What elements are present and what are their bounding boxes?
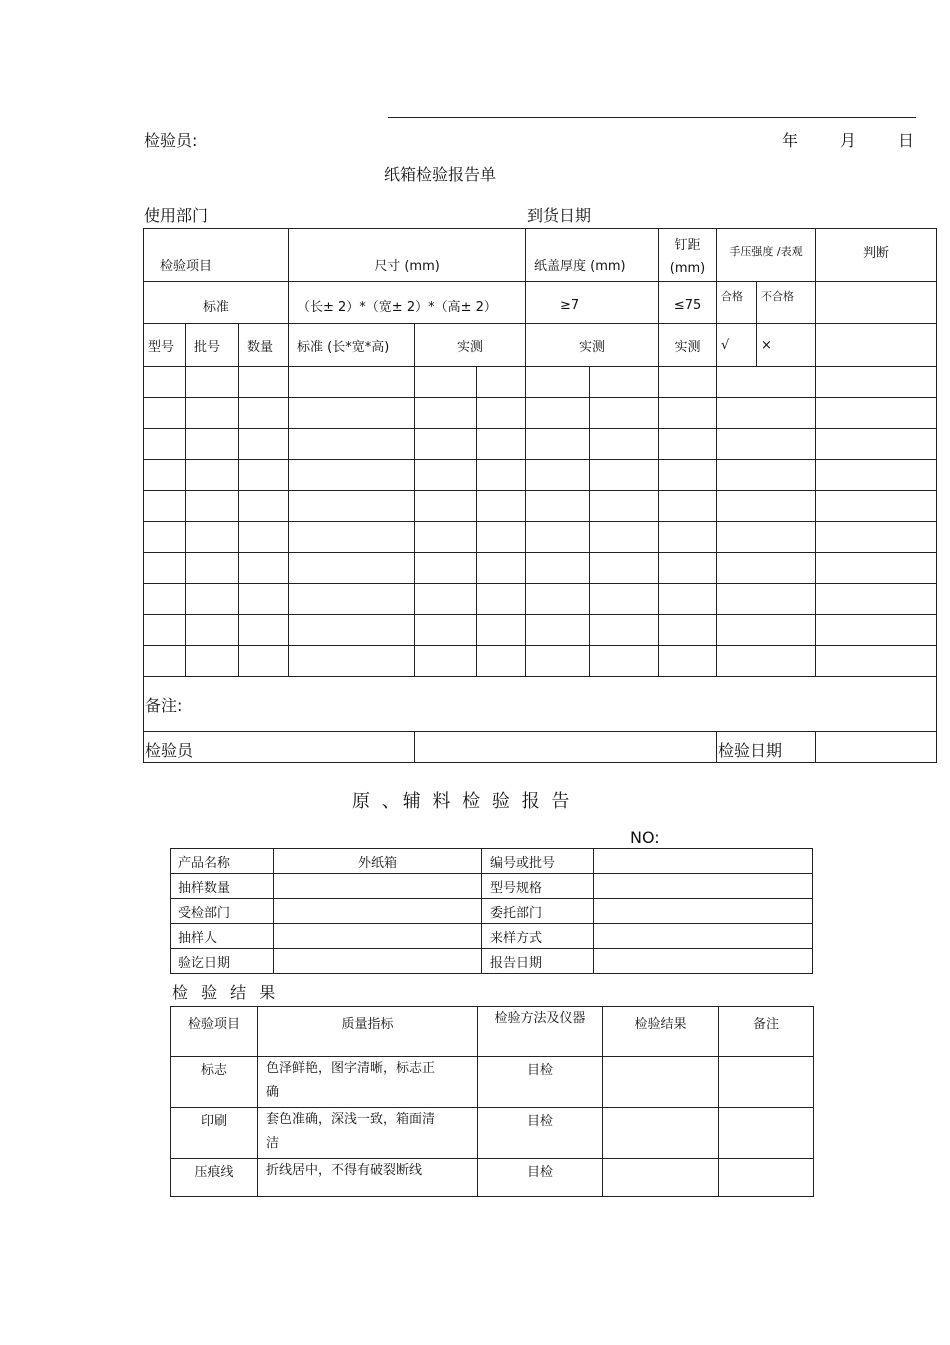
results-item: 印刷 <box>171 1108 258 1159</box>
carton-data-cell[interactable] <box>526 553 590 584</box>
info-label: 编号或批号 <box>482 849 594 874</box>
carton-data-cell[interactable] <box>186 398 239 429</box>
carton-data-cell[interactable] <box>526 398 590 429</box>
info-row <box>171 899 813 924</box>
footer-date-value[interactable] <box>816 732 937 763</box>
carton-data-cell[interactable] <box>144 491 186 522</box>
carton-data-cell[interactable] <box>144 646 186 677</box>
info-value[interactable] <box>274 949 482 974</box>
arrival-date-label: 到货日期 <box>527 206 592 225</box>
results-remark[interactable] <box>719 1057 814 1108</box>
carton-data-cell[interactable] <box>659 646 717 677</box>
results-header-remark: 备注 <box>719 1007 814 1057</box>
results-result[interactable] <box>603 1057 719 1108</box>
carton-data-row <box>144 460 937 491</box>
carton-data-cell[interactable] <box>144 429 186 460</box>
carton-data-cell[interactable] <box>477 398 526 429</box>
carton-data-cell[interactable] <box>816 460 937 491</box>
carton-data-cell[interactable] <box>659 615 717 646</box>
footer-inspector-label: 检验员 <box>144 732 415 763</box>
results-standard: 色泽鲜艳，图字清晰，标志正确 <box>258 1057 478 1108</box>
carton-data-cell[interactable] <box>186 553 239 584</box>
nail-top-text: 钉距 <box>674 238 701 253</box>
carton-data-cell[interactable] <box>289 429 415 460</box>
carton-data-cell[interactable] <box>415 460 477 491</box>
carton-data-cell[interactable] <box>526 522 590 553</box>
carton-data-cell[interactable] <box>415 646 477 677</box>
carton-data-cell[interactable] <box>477 491 526 522</box>
carton-data-cell[interactable] <box>477 460 526 491</box>
dept-label: 使用部门 <box>144 206 209 225</box>
carton-data-cell[interactable] <box>415 615 477 646</box>
carton-data-cell[interactable] <box>239 429 289 460</box>
carton-data-cell[interactable] <box>289 522 415 553</box>
results-method: 目检 <box>478 1159 603 1197</box>
col-strength-header: 手压强度 /表观 <box>717 229 816 282</box>
results-item: 压痕线 <box>171 1159 258 1197</box>
carton-data-cell[interactable] <box>186 460 239 491</box>
carton-data-cell[interactable] <box>717 646 816 677</box>
carton-data-cell[interactable] <box>144 398 186 429</box>
carton-data-cell[interactable] <box>717 491 816 522</box>
carton-data-cell[interactable] <box>816 398 937 429</box>
std-thickness: ≥7 <box>526 282 659 324</box>
info-label: 报告日期 <box>482 949 594 974</box>
std-dims-header: 标准 (长*宽*高) <box>289 324 415 367</box>
results-result[interactable] <box>603 1108 719 1159</box>
carton-data-cell[interactable] <box>526 460 590 491</box>
carton-data-cell[interactable] <box>477 584 526 615</box>
carton-data-cell[interactable] <box>526 646 590 677</box>
results-table <box>170 1006 814 1197</box>
carton-data-cell[interactable] <box>289 398 415 429</box>
results-remark[interactable] <box>719 1108 814 1159</box>
footer-date-label: 检验日期 <box>717 732 816 763</box>
carton-data-row <box>144 429 937 460</box>
carton-data-cell[interactable] <box>526 491 590 522</box>
carton-data-cell[interactable] <box>186 584 239 615</box>
std-nail: ≤75 <box>659 282 717 324</box>
carton-data-cell[interactable] <box>590 522 659 553</box>
carton-data-cell[interactable] <box>186 367 239 398</box>
carton-data-cell[interactable] <box>590 615 659 646</box>
results-method: 目检 <box>478 1057 603 1108</box>
carton-data-cell[interactable] <box>659 367 717 398</box>
results-title: 检 验 结 果 <box>172 983 280 1002</box>
results-header-item: 检验项目 <box>171 1007 258 1057</box>
carton-data-row <box>144 522 937 553</box>
carton-inspection-table <box>143 228 937 763</box>
carton-data-row <box>144 584 937 615</box>
info-value[interactable] <box>594 924 813 949</box>
info-row <box>171 874 813 899</box>
carton-data-cell[interactable] <box>659 522 717 553</box>
carton-data-cell[interactable] <box>144 367 186 398</box>
carton-data-cell[interactable] <box>717 584 816 615</box>
fail-label: 不合格 <box>757 282 816 324</box>
carton-data-cell[interactable] <box>659 584 717 615</box>
std-size: （长± 2）*（宽± 2）*（高± 2） <box>289 282 526 324</box>
info-value[interactable] <box>274 924 482 949</box>
carton-data-cell[interactable] <box>415 491 477 522</box>
carton-data-cell[interactable] <box>717 367 816 398</box>
carton-data-cell[interactable] <box>239 522 289 553</box>
carton-data-cell[interactable] <box>526 367 590 398</box>
material-report-title: 原 、辅 料 检 验 报 告 <box>352 791 573 812</box>
carton-data-row <box>144 367 937 398</box>
carton-data-row <box>144 646 937 677</box>
inspector-label: 检验员: <box>144 131 198 150</box>
batch-header: 批号 <box>186 324 239 367</box>
carton-data-cell[interactable] <box>239 615 289 646</box>
carton-data-cell[interactable] <box>526 584 590 615</box>
carton-data-row <box>144 491 937 522</box>
results-row <box>171 1057 814 1108</box>
info-value[interactable] <box>594 874 813 899</box>
nail-unit-text: (mm) <box>669 261 706 276</box>
carton-data-cell[interactable] <box>186 491 239 522</box>
results-standard: 套色准确，深浅一致，箱面清洁 <box>258 1108 478 1159</box>
carton-data-cell[interactable] <box>590 429 659 460</box>
carton-data-row <box>144 615 937 646</box>
carton-data-cell[interactable] <box>289 646 415 677</box>
results-standard: 折线居中，不得有破裂断线 <box>258 1159 478 1197</box>
info-value[interactable] <box>274 874 482 899</box>
judge-header-cell <box>816 324 937 367</box>
carton-data-cell[interactable] <box>717 398 816 429</box>
results-method: 目检 <box>478 1108 603 1159</box>
measured-nail-header: 实测 <box>659 324 717 367</box>
col-size-header: 尺寸 (mm) <box>289 229 526 282</box>
carton-data-cell[interactable] <box>289 553 415 584</box>
carton-data-cell[interactable] <box>239 584 289 615</box>
carton-data-cell[interactable] <box>477 615 526 646</box>
info-label: 验讫日期 <box>171 949 274 974</box>
carton-data-cell[interactable] <box>816 584 937 615</box>
cross-mark: × <box>757 324 816 367</box>
carton-data-cell[interactable] <box>590 646 659 677</box>
carton-data-cell[interactable] <box>415 398 477 429</box>
carton-data-cell[interactable] <box>526 429 590 460</box>
info-label: 产品名称 <box>171 849 274 874</box>
carton-data-cell[interactable] <box>415 553 477 584</box>
carton-data-cell[interactable] <box>659 491 717 522</box>
carton-data-cell[interactable] <box>590 584 659 615</box>
carton-data-cell[interactable] <box>816 429 937 460</box>
carton-data-cell[interactable] <box>239 460 289 491</box>
footer-inspector-value[interactable] <box>415 732 717 763</box>
month-label: 月 <box>840 131 857 150</box>
info-value[interactable] <box>594 899 813 924</box>
carton-data-cell[interactable] <box>144 460 186 491</box>
carton-data-cell[interactable] <box>477 429 526 460</box>
info-label: 型号规格 <box>482 874 594 899</box>
carton-data-cell[interactable] <box>415 522 477 553</box>
carton-data-cell[interactable] <box>239 398 289 429</box>
remarks-label: 备注: <box>144 677 937 732</box>
carton-data-cell[interactable] <box>816 367 937 398</box>
carton-data-cell[interactable] <box>717 429 816 460</box>
info-value[interactable] <box>274 899 482 924</box>
carton-data-cell[interactable] <box>717 522 816 553</box>
pass-label: 合格 <box>717 282 757 324</box>
results-row <box>171 1108 814 1159</box>
carton-data-cell[interactable] <box>415 584 477 615</box>
carton-data-cell[interactable] <box>590 460 659 491</box>
carton-data-cell[interactable] <box>659 553 717 584</box>
results-header-result: 检验结果 <box>603 1007 719 1057</box>
carton-data-cell[interactable] <box>590 398 659 429</box>
carton-data-cell[interactable] <box>659 398 717 429</box>
results-result[interactable] <box>603 1159 719 1197</box>
carton-data-cell[interactable] <box>526 615 590 646</box>
col-judge-header: 判断 <box>816 229 937 282</box>
signature-line <box>388 117 916 118</box>
check-mark: √ <box>717 324 757 367</box>
carton-data-cell[interactable] <box>239 553 289 584</box>
carton-data-cell[interactable] <box>477 522 526 553</box>
results-header-method: 检验方法及仪器 <box>478 1007 603 1057</box>
qty-header: 数量 <box>239 324 289 367</box>
info-row <box>171 849 813 874</box>
carton-data-cell[interactable] <box>415 367 477 398</box>
carton-data-cell[interactable] <box>717 615 816 646</box>
carton-data-row <box>144 398 937 429</box>
carton-data-cell[interactable] <box>477 646 526 677</box>
judge-std-cell <box>816 282 937 324</box>
carton-data-cell[interactable] <box>289 491 415 522</box>
carton-data-cell[interactable] <box>186 429 239 460</box>
carton-data-cell[interactable] <box>415 429 477 460</box>
carton-data-cell[interactable] <box>659 429 717 460</box>
carton-data-cell[interactable] <box>816 615 937 646</box>
carton-report-title: 纸箱检验报告单 <box>384 165 497 184</box>
carton-data-row <box>144 553 937 584</box>
info-value[interactable]: 外纸箱 <box>274 849 482 874</box>
col-nail-header <box>659 229 717 282</box>
info-label: 受检部门 <box>171 899 274 924</box>
info-label: 来样方式 <box>482 924 594 949</box>
col-item-header: 检验项目 <box>144 229 289 282</box>
measured-size-header: 实测 <box>415 324 526 367</box>
carton-data-cell[interactable] <box>186 646 239 677</box>
carton-data-cell[interactable] <box>186 522 239 553</box>
results-header-standard: 质量指标 <box>258 1007 478 1057</box>
carton-data-cell[interactable] <box>239 367 289 398</box>
carton-data-cell[interactable] <box>239 491 289 522</box>
carton-data-cell[interactable] <box>289 584 415 615</box>
carton-data-cell[interactable] <box>590 491 659 522</box>
no-label: NO: <box>630 828 660 847</box>
carton-data-cell[interactable] <box>289 460 415 491</box>
carton-data-cell[interactable] <box>144 522 186 553</box>
results-row <box>171 1159 814 1197</box>
measured-thickness-header: 实测 <box>526 324 659 367</box>
carton-data-cell[interactable] <box>144 553 186 584</box>
info-label: 抽样人 <box>171 924 274 949</box>
info-label: 抽样数量 <box>171 874 274 899</box>
info-row <box>171 924 813 949</box>
carton-data-cell[interactable] <box>590 553 659 584</box>
carton-data-cell[interactable] <box>289 615 415 646</box>
results-item: 标志 <box>171 1057 258 1108</box>
carton-data-cell[interactable] <box>717 460 816 491</box>
carton-data-cell[interactable] <box>717 553 816 584</box>
model-header: 型号 <box>144 324 186 367</box>
carton-data-cell[interactable] <box>186 615 239 646</box>
carton-data-cell[interactable] <box>144 615 186 646</box>
day-label: 日 <box>898 131 915 150</box>
info-row <box>171 949 813 974</box>
material-info-table <box>170 848 813 974</box>
info-value[interactable] <box>594 949 813 974</box>
std-label: 标准 <box>144 282 289 324</box>
carton-data-cell[interactable] <box>239 646 289 677</box>
col-thickness-header: 纸盖厚度 (mm) <box>526 229 659 282</box>
carton-data-cell[interactable] <box>816 646 937 677</box>
carton-data-cell[interactable] <box>144 584 186 615</box>
carton-data-cell[interactable] <box>590 367 659 398</box>
carton-data-cell[interactable] <box>477 367 526 398</box>
carton-data-cell[interactable] <box>816 553 937 584</box>
info-label: 委托部门 <box>482 899 594 924</box>
carton-data-cell[interactable] <box>816 522 937 553</box>
carton-data-cell[interactable] <box>659 460 717 491</box>
info-value[interactable] <box>594 849 813 874</box>
carton-data-cell[interactable] <box>816 491 937 522</box>
carton-data-cell[interactable] <box>289 367 415 398</box>
year-label: 年 <box>782 131 799 150</box>
carton-data-cell[interactable] <box>477 553 526 584</box>
results-remark[interactable] <box>719 1159 814 1197</box>
